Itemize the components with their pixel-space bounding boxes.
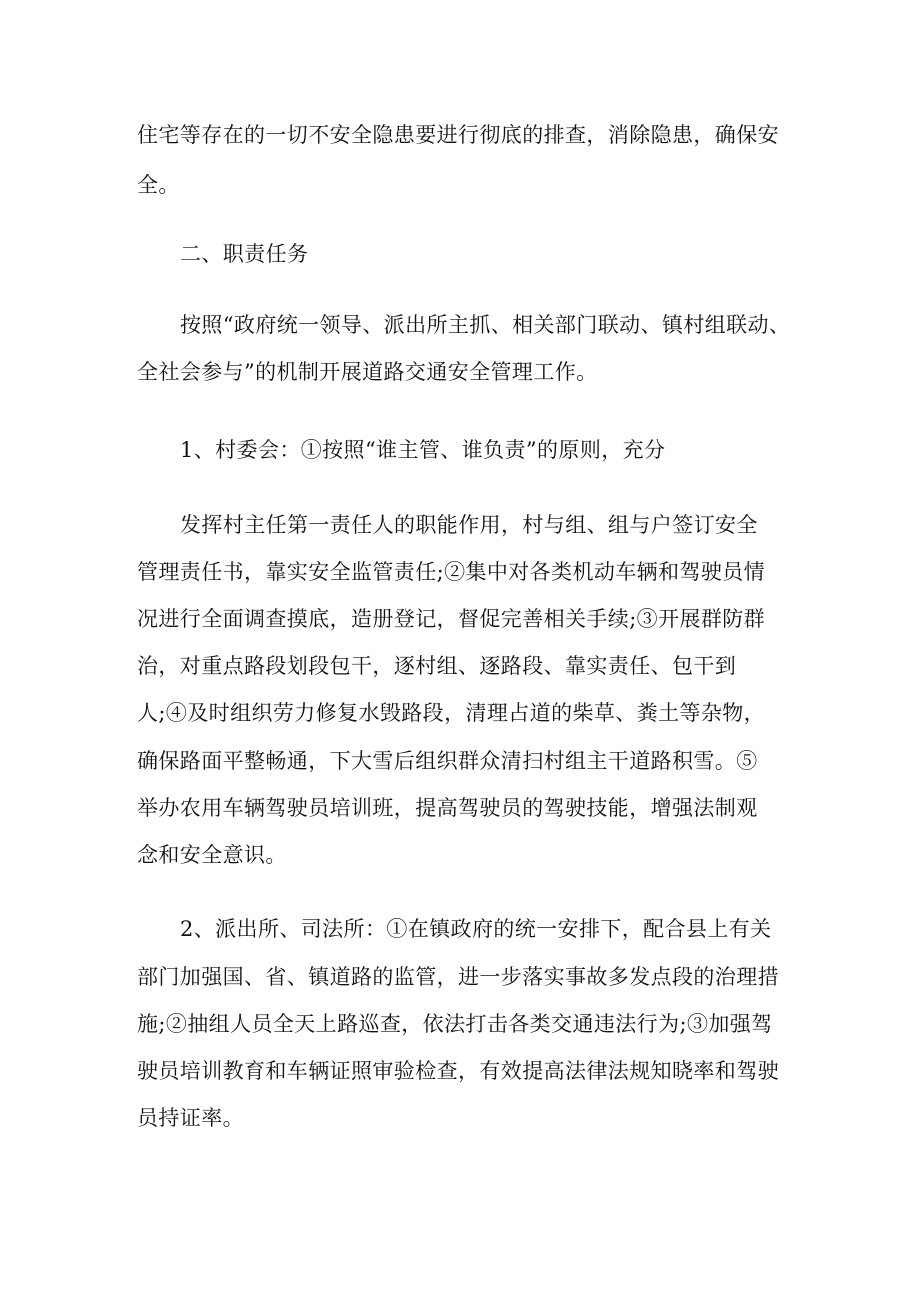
item1-line-8: 念和安全意识。	[137, 843, 287, 867]
item2-line-2: 部门加强国、省、镇道路的监管，进一步落实事故多发点段的治理措	[137, 965, 779, 989]
item1-line-5: 人;④及时组织劳力修复水毁路段，清理占道的柴草、粪土等杂物，	[137, 701, 766, 725]
item2-line-4: 驶员培训教育和车辆证照审验检查，有效提高法律法规知晓率和驾驶	[137, 1059, 779, 1083]
item1-line-1: 发挥村主任第一责任人的职能作用，村与组、组与户签订安全	[180, 513, 758, 537]
intro-line-1: 住宅等存在的一切不安全隐患要进行彻底的排查，消除隐患，确保安	[137, 123, 779, 147]
mechanism-line-1: 按照“政府统一领导、派出所主抓、相关部门联动、镇村组联动、	[180, 313, 791, 337]
item1-line-3: 况进行全面调查摸底，造册登记，督促完善相关手续;③开展群防群	[137, 607, 766, 631]
item2-line-1: 2、派出所、司法所：①在镇政府的统一安排下，配合县上有关	[180, 917, 772, 941]
item1-line-7: 举办农用车辆驾驶员培训班，提高驾驶员的驾驶技能，增强法制观	[137, 796, 758, 820]
item1-line-2: 管理责任书，靠实安全监管责任;②集中对各类机动车辆和驾驶员情	[137, 560, 766, 584]
item1-heading: 1、村委会：①按照“谁主管、谁负责”的原则，充分	[180, 438, 666, 462]
section-heading: 二、职责任务	[180, 242, 309, 266]
item2-line-5: 员持证率。	[137, 1106, 244, 1130]
mechanism-line-2: 全社会参与”的机制开展道路交通安全管理工作。	[137, 360, 598, 384]
item1-line-6: 确保路面平整畅通，下大雪后组织群众清扫村组主干道路积雪。⑤	[137, 749, 758, 773]
intro-line-2: 全。	[137, 173, 180, 197]
item1-line-4: 治，对重点路段划段包干，逐村组、逐路段、靠实责任、包干到	[137, 654, 737, 678]
item2-line-3: 施;②抽组人员全天上路巡查，依法打击各类交通违法行为;③加强驾	[137, 1012, 773, 1036]
